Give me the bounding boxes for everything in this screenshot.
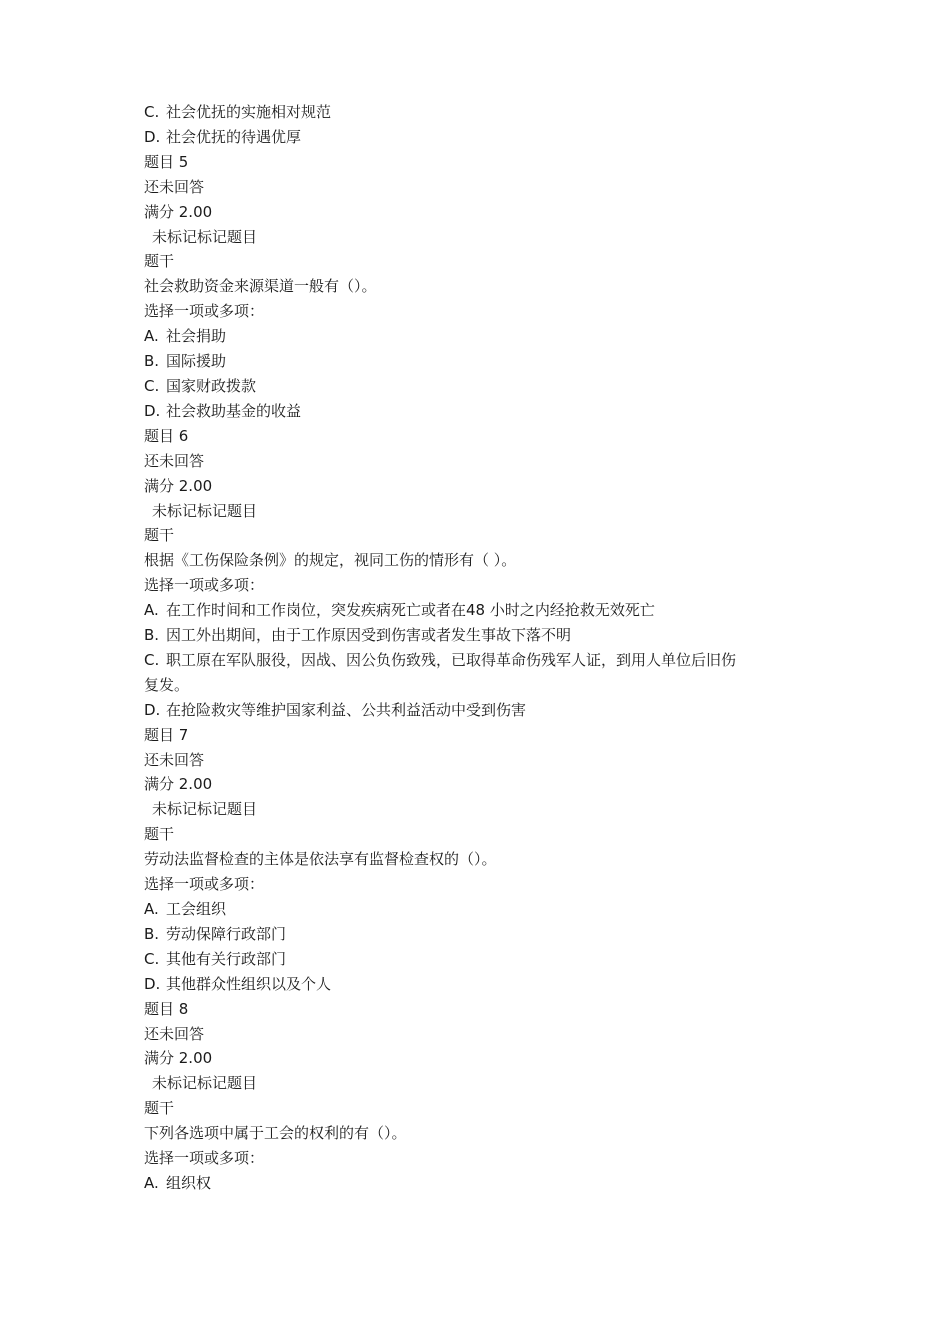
answer-option[interactable]	[144, 1171, 824, 1196]
question-number: 题目 8	[144, 999, 189, 1018]
question-stem: 根据《工伤保险条例》的规定，视同工伤的情形有（ ）。	[144, 551, 517, 570]
option-text: 组织权	[166, 1173, 212, 1192]
option-letter: A.	[144, 327, 159, 346]
answer-status: 还未回答	[144, 1024, 205, 1043]
option-text: 职工原在军队服役，因战、因公负伤致残，已取得革命伤残军人证，到用人单位后旧伤	[166, 650, 737, 669]
answer-option[interactable]	[144, 698, 824, 723]
question-number: 题目 7	[144, 725, 189, 744]
answer-option[interactable]	[144, 922, 824, 947]
answer-option[interactable]	[144, 972, 824, 997]
option-letter: D.	[144, 401, 161, 420]
question-stem: 社会救助资金来源渠道一般有（）。	[144, 277, 377, 296]
option-letter: A.	[144, 900, 159, 918]
question-number: 题目 5	[144, 152, 189, 171]
option-letter: C.	[144, 650, 160, 669]
quiz-content	[144, 100, 824, 1196]
answer-option[interactable]	[144, 399, 824, 424]
question-stem-label: 题干	[144, 1099, 175, 1118]
question-score: 满分 2.00	[144, 1049, 213, 1068]
question-stem-label: 题干	[144, 252, 175, 271]
option-text: 国际援助	[166, 352, 227, 371]
question-number: 题目 6	[144, 426, 189, 445]
option-letter: D.	[144, 700, 161, 719]
flag-question-link[interactable]: 未标记标记题目	[152, 501, 258, 520]
answer-option[interactable]	[144, 897, 824, 922]
question-stem-label: 题干	[144, 825, 175, 844]
choice-prompt: 选择一项或多项：	[144, 576, 265, 595]
option-text: 其他有关行政部门	[166, 949, 287, 968]
option-text: 在抢险救灾等维护国家利益、公共利益活动中受到伤害	[166, 700, 527, 719]
answer-option[interactable]	[144, 374, 824, 399]
answer-option[interactable]	[144, 349, 824, 374]
question-score: 满分 2.00	[144, 202, 213, 221]
option-letter: C.	[144, 376, 160, 395]
question-score: 满分 2.00	[144, 775, 213, 794]
option-letter: B.	[144, 626, 160, 645]
option-letter: B.	[144, 352, 160, 371]
option-text: 劳动保障行政部门	[166, 924, 287, 943]
question-score: 满分 2.00	[144, 476, 213, 495]
option-text: 工会组织	[166, 900, 227, 918]
answer-status: 还未回答	[144, 177, 205, 196]
option-letter: A.	[144, 1173, 159, 1192]
question-stem: 劳动法监督检查的主体是依法享有监督检查权的（）。	[144, 850, 497, 869]
option-text: 因工外出期间，由于工作原因受到伤害或者发生事故下落不明	[166, 626, 572, 645]
question-stem-label: 题干	[144, 526, 175, 545]
flag-question-link[interactable]: 未标记标记题目	[152, 800, 258, 819]
answer-status: 还未回答	[144, 451, 205, 470]
answer-option[interactable]	[144, 623, 824, 648]
answer-option[interactable]	[144, 125, 824, 150]
option-text: 社会优抚的待遇优厚	[166, 127, 302, 146]
option-letter: C.	[144, 949, 160, 968]
answer-option[interactable]	[144, 947, 824, 972]
answer-option[interactable]	[144, 324, 824, 349]
option-text: 在工作时间和工作岗位，突发疾病死亡或者在48 小时之内经抢救无效死亡	[166, 601, 655, 620]
question-stem: 下列各选项中属于工会的权利的有（）。	[144, 1124, 407, 1143]
option-text: 其他群众性组织以及个人	[166, 974, 332, 993]
answer-option[interactable]	[144, 648, 824, 673]
option-letter: C.	[144, 103, 160, 121]
answer-option-continuation: 复发。	[144, 675, 190, 694]
option-letter: D.	[144, 974, 161, 993]
option-letter: B.	[144, 924, 160, 943]
flag-question-link[interactable]: 未标记标记题目	[152, 227, 258, 246]
flag-question-link[interactable]: 未标记标记题目	[152, 1074, 258, 1093]
option-text: 社会救助基金的收益	[166, 401, 302, 420]
option-text: 社会捐助	[166, 327, 227, 346]
answer-option[interactable]	[144, 598, 824, 623]
choice-prompt: 选择一项或多项：	[144, 302, 265, 321]
option-letter: D.	[144, 127, 161, 146]
choice-prompt: 选择一项或多项：	[144, 1149, 265, 1168]
option-letter: A.	[144, 601, 159, 620]
option-text: 国家财政拨款	[166, 376, 257, 395]
answer-option[interactable]	[144, 100, 824, 125]
option-text: 社会优抚的实施相对规范	[166, 103, 332, 121]
choice-prompt: 选择一项或多项：	[144, 875, 265, 894]
answer-status: 还未回答	[144, 750, 205, 769]
